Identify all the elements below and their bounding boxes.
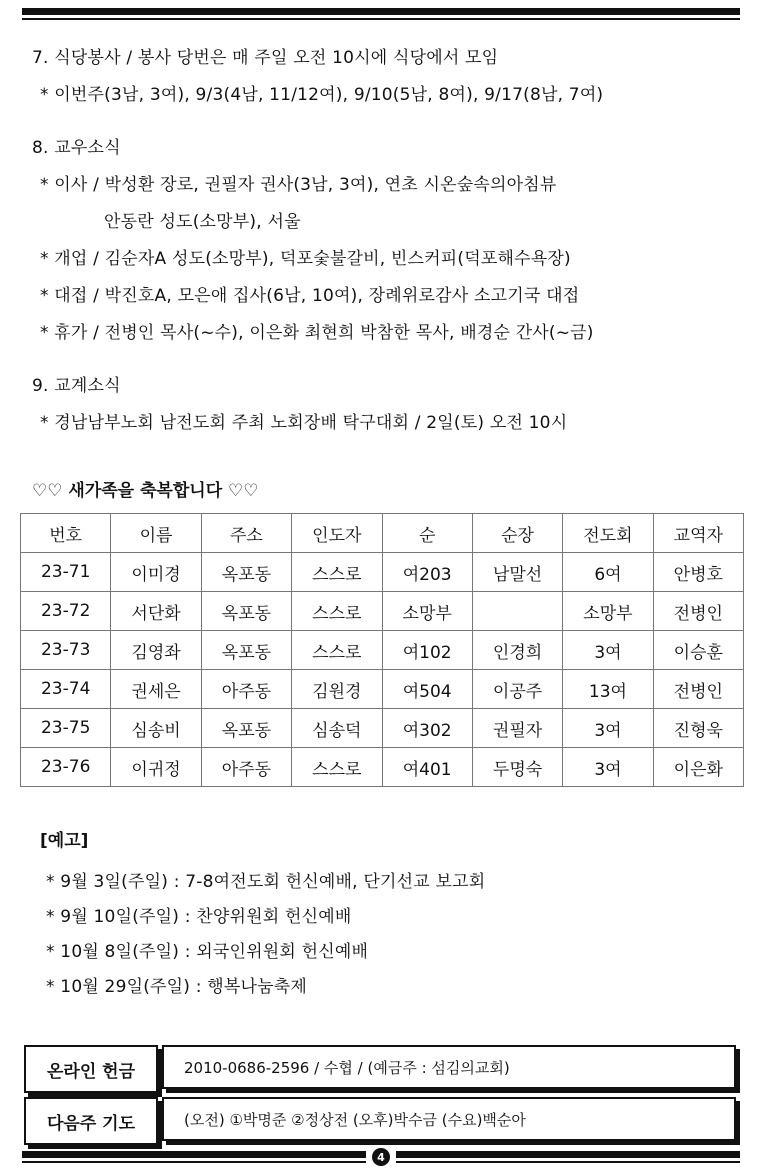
- section-8-item-treat: * 대접 / 박진호A, 모은애 집사(6남, 10여), 장례위로감사 소고기국 대접: [40, 286, 580, 306]
- cell-group-leader: [472, 592, 562, 631]
- cell-address: 옥포동: [201, 709, 291, 748]
- section-9-title: 9. 교계소식: [32, 376, 121, 396]
- bottom-rule-left: [22, 1151, 366, 1158]
- section-8-item-opening: * 개업 / 김순자A 성도(소망부), 덕포숯불갈비, 빈스커피(덕포해수욕장): [40, 249, 571, 269]
- cell-minister: 안병호: [653, 553, 743, 592]
- cell-number: 23-72: [21, 592, 111, 631]
- header-name: 이름: [111, 514, 201, 553]
- cell-group-leader: 인경희: [472, 631, 562, 670]
- new-family-title: ♡♡ 새가족을 축복합니다 ♡♡: [32, 481, 259, 501]
- cell-address: 옥포동: [201, 592, 291, 631]
- bottom-rule-right: [396, 1151, 740, 1158]
- notice-title: [예고]: [40, 831, 89, 851]
- offering-account: 2010-0686-2596 / 수협 / (예금주 : 섬김의교회): [162, 1045, 736, 1089]
- cell-minister: 전병인: [653, 592, 743, 631]
- section-8-item-moving-cont: 안동란 성도(소망부), 서울: [104, 212, 301, 232]
- table-header-row: [21, 514, 744, 553]
- table-row: [21, 709, 744, 748]
- top-rule: [22, 8, 740, 15]
- cell-mission-society: 13여: [563, 670, 653, 709]
- new-family-table: [20, 513, 744, 787]
- section-9-item: * 경남남부노회 남전도회 주최 노회장배 탁구대회 / 2일(토) 오전 10시: [40, 413, 568, 433]
- notice-item: * 10월 29일(주일) : 행복나눔축제: [46, 977, 307, 997]
- header-number: 번호: [21, 514, 111, 553]
- cell-name: 김영좌: [111, 631, 201, 670]
- cell-number: 23-73: [21, 631, 111, 670]
- cell-mission-society: 3여: [563, 709, 653, 748]
- offering-label: 온라인 헌금: [24, 1045, 158, 1093]
- cell-minister: 전병인: [653, 670, 743, 709]
- header-address: 주소: [201, 514, 291, 553]
- cell-address: 아주동: [201, 670, 291, 709]
- header-mission-society: 전도회: [563, 514, 653, 553]
- section-8-title: 8. 교우소식: [32, 138, 121, 158]
- table-row: [21, 748, 744, 787]
- cell-mission-society: 3여: [563, 748, 653, 787]
- cell-name: 권세은: [111, 670, 201, 709]
- cell-mission-society: 6여: [563, 553, 653, 592]
- section-8-item-vacation: * 휴가 / 전병인 목사(~수), 이은화 최현희 박참한 목사, 배경순 간사(~금): [40, 323, 594, 343]
- cell-group-leader: 권필자: [472, 709, 562, 748]
- header-guide: 인도자: [292, 514, 382, 553]
- cell-guide: 스스로: [292, 748, 382, 787]
- cell-number: 23-71: [21, 553, 111, 592]
- top-rule-thin: [22, 18, 740, 20]
- table-row: [21, 592, 744, 631]
- bottom-rule-right-thin: [396, 1161, 740, 1163]
- cell-minister: 이은화: [653, 748, 743, 787]
- cell-address: 옥포동: [201, 631, 291, 670]
- cell-group-leader: 두명숙: [472, 748, 562, 787]
- cell-group: 여302: [382, 709, 472, 748]
- cell-group: 여504: [382, 670, 472, 709]
- section-8-item-moving: * 이사 / 박성환 장로, 권필자 권사(3남, 3여), 연초 시온숲속의아침뷰: [40, 175, 557, 195]
- cell-minister: 진형욱: [653, 709, 743, 748]
- cell-number: 23-74: [21, 670, 111, 709]
- prayer-label: 다음주 기도: [24, 1097, 158, 1145]
- cell-guide: 스스로: [292, 553, 382, 592]
- cell-group: 여203: [382, 553, 472, 592]
- cell-group-leader: 남말선: [472, 553, 562, 592]
- cell-minister: 이승훈: [653, 631, 743, 670]
- prayer-schedule: (오전) ①박명준 ②정상전 (오후)박수금 (수요)백순아: [162, 1097, 736, 1141]
- page-number: 4: [372, 1148, 390, 1166]
- header-minister: 교역자: [653, 514, 743, 553]
- cell-number: 23-75: [21, 709, 111, 748]
- cell-address: 옥포동: [201, 553, 291, 592]
- notice-item: * 9월 10일(주일) : 찬양위원회 헌신예배: [46, 907, 352, 927]
- cell-guide: 스스로: [292, 592, 382, 631]
- cell-name: 서단화: [111, 592, 201, 631]
- cell-guide: 심송덕: [292, 709, 382, 748]
- table-row: [21, 553, 744, 592]
- notice-item: * 9월 3일(주일) : 7-8여전도회 헌신예배, 단기선교 보고회: [46, 872, 486, 892]
- notice-item: * 10월 8일(주일) : 외국인위원회 헌신예배: [46, 942, 369, 962]
- table-row: [21, 631, 744, 670]
- cell-group: 여401: [382, 748, 472, 787]
- cell-number: 23-76: [21, 748, 111, 787]
- cell-name: 이미경: [111, 553, 201, 592]
- table-body: [21, 553, 744, 787]
- cell-mission-society: 3여: [563, 631, 653, 670]
- cell-guide: 스스로: [292, 631, 382, 670]
- section-7-title: 7. 식당봉사 / 봉사 당번은 매 주일 오전 10시에 식당에서 모임: [32, 48, 499, 68]
- cell-name: 이귀정: [111, 748, 201, 787]
- cell-group: 소망부: [382, 592, 472, 631]
- cell-guide: 김원경: [292, 670, 382, 709]
- cell-mission-society: 소망부: [563, 592, 653, 631]
- section-7-item: * 이번주(3남, 3여), 9/3(4남, 11/12여), 9/10(5남, 8여), 9/17(8남, 7여): [40, 85, 604, 105]
- cell-address: 아주동: [201, 748, 291, 787]
- header-group: 순: [382, 514, 472, 553]
- cell-group: 여102: [382, 631, 472, 670]
- header-group-leader: 순장: [472, 514, 562, 553]
- cell-name: 심송비: [111, 709, 201, 748]
- cell-group-leader: 이공주: [472, 670, 562, 709]
- table-row: [21, 670, 744, 709]
- bottom-rule-left-thin: [22, 1161, 366, 1163]
